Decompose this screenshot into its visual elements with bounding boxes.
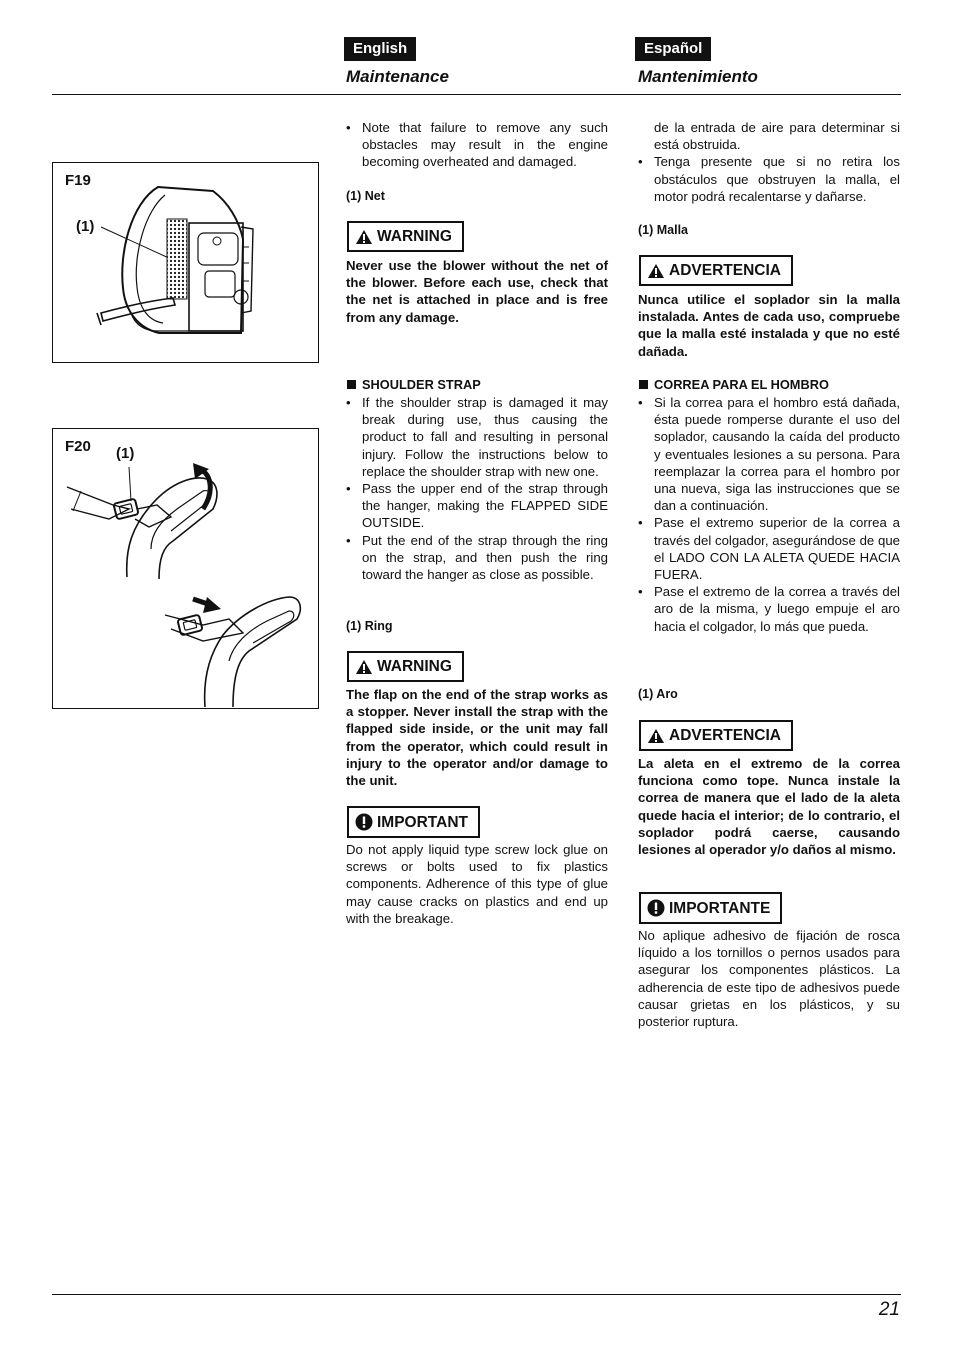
lang-tab-english: English	[344, 37, 416, 61]
figure-label: F19	[65, 172, 91, 189]
bullet: •	[346, 481, 351, 497]
page-number: 21	[878, 1299, 900, 1320]
warning-title: ADVERTENCIA	[669, 727, 781, 744]
important-box	[639, 892, 782, 924]
heading-text: CORREA PARA EL HOMBRO	[654, 377, 829, 392]
important-title: IMPORTANTE	[669, 899, 771, 917]
list-item	[346, 480, 608, 532]
important-text: Do not apply liquid type screw lock glue on screws or bolts used to fix plastics components. Adherence of this type of glue may cause cracks on plastics and end up with the breakage.	[346, 842, 608, 926]
bullet: •	[346, 120, 351, 135]
section-heading	[639, 377, 829, 392]
warning-title: WARNING	[377, 658, 452, 675]
warning-title: ADVERTENCIA	[669, 262, 781, 279]
list-item	[638, 514, 900, 583]
list-item	[638, 583, 900, 635]
bullet-text: Note that failure to remove any such obstacles may result in the engine becoming overheated and damaged.	[362, 120, 608, 170]
bullet: •	[638, 395, 643, 410]
warning-box	[347, 221, 464, 252]
bullet-text: Si la correa para el hombro está dañada, ésta puede romperse durante el uso del soplador, causando la caída del producto y eventuales lesiones a su persona. Para reemplazar la correa para el hombro por una nueva, siga las instrucciones que se dan a continuación.	[654, 395, 900, 514]
section-title-spanish: Mantenimiento	[638, 67, 758, 86]
strap-instructions	[346, 394, 608, 583]
figure-caption: (1) Malla	[638, 223, 689, 237]
bullet: •	[346, 532, 351, 548]
blower-illustration	[53, 163, 318, 362]
figure-label: F20	[65, 438, 91, 455]
bullet-text: Pase el extremo superior de la correa a través del colgador, asegurándose de que el LADO CON LA ALETA QUEDE HACIA FUERA.	[654, 515, 900, 583]
figure-f19	[52, 162, 319, 363]
square-bullet-icon	[639, 380, 648, 389]
warning-text: The flap on the end of the strap works as a stopper. Never install the strap with the flapped side inside, or the unit may fall from the operator, which could result in injury to the operator and/or damage to the unit.	[346, 687, 608, 789]
list-item	[638, 394, 900, 514]
figure-caption: (1) Ring	[346, 619, 393, 633]
warning-triangle-icon	[647, 263, 665, 279]
figure-caption: (1) Net	[346, 189, 385, 203]
warning-text: La aleta en el extremo de la correa funciona como tope. Nunca instale la correa de manera que el lado de la aleta quede hacia el interior; de lo contrario, el soplador podrá caerse, causando lesiones al operador y/o daños al mismo.	[638, 756, 900, 858]
lang-tab-spanish: Español	[635, 37, 711, 61]
list-item	[346, 532, 608, 584]
warning-box	[639, 720, 793, 751]
list-item	[638, 119, 900, 153]
figure-f20	[52, 428, 319, 709]
strap-instructions	[638, 394, 900, 635]
bullet: •	[638, 154, 643, 170]
warning-box	[347, 651, 464, 682]
important-text: No aplique adhesivo de fijación de rosca líquido a los tornillos o pernos usados para asegurar los componentes plásticos. La adherencia de este tipo de adhesivos puede causar grietas en los plásticos, y su posterior ruptura.	[638, 928, 900, 1030]
square-bullet-icon	[347, 380, 356, 389]
figure-caption: (1) Aro	[638, 687, 678, 701]
section-title-english: Maintenance	[346, 67, 449, 86]
list-item	[638, 153, 900, 205]
bullet: •	[638, 584, 643, 600]
heading-text: SHOULDER STRAP	[362, 377, 481, 392]
continued-text: de la entrada de aire para determinar si está obstruida.	[654, 120, 900, 153]
warning-triangle-icon	[355, 659, 373, 675]
bullet-text: Put the end of the strap through the ring on the strap, and then push the ring toward the hanger as close as possible.	[362, 532, 608, 583]
warning-text: Never use the blower without the net of the blower. Before each use, check that the net is attached in place and is free from any damage.	[346, 258, 608, 325]
warning-box	[639, 255, 793, 286]
footer-rule	[52, 1294, 901, 1295]
warning-triangle-icon	[647, 728, 665, 744]
bullet-text: Pass the upper end of the strap through the hanger, making the FLAPPED SIDE OUTSIDE.	[362, 481, 608, 531]
warning-triangle-icon	[355, 229, 373, 245]
spanish-column	[638, 119, 900, 205]
warning-title: WARNING	[377, 228, 452, 245]
important-title: IMPORTANT	[377, 813, 468, 831]
figure-callout: (1)	[116, 445, 135, 462]
list-item	[346, 394, 608, 480]
bullet-text: If the shoulder strap is damaged it may break during use, thus causing the product to fall and resulting in personal injury. Follow the instructions below to replace the shoulder strap with new one.	[362, 395, 608, 479]
list-item	[346, 119, 608, 171]
section-heading	[347, 377, 481, 392]
bullet: •	[346, 395, 351, 410]
bullet-spacer	[638, 119, 654, 153]
important-box	[347, 806, 480, 838]
bullet-text: Pase el extremo de la correa a través del aro de la misma, y luego empuje el aro hacia el colgador, lo más que pueda.	[654, 584, 900, 634]
english-column	[346, 119, 608, 171]
warning-text: Nunca utilice el soplador sin la malla instalada. Antes de cada uso, compruebe que la malla esté instalada y que no esté dañada.	[638, 292, 900, 359]
exclamation-circle-icon	[355, 813, 373, 831]
bullet-text: Tenga presente que si no retira los obstáculos que obstruyen la malla, el motor podrá recalentarse y dañarse.	[654, 154, 900, 204]
exclamation-circle-icon	[647, 899, 665, 917]
strap-illustration	[53, 429, 318, 708]
figure-callout: (1)	[76, 218, 95, 235]
bullet: •	[638, 515, 643, 531]
header-rule	[52, 94, 901, 95]
